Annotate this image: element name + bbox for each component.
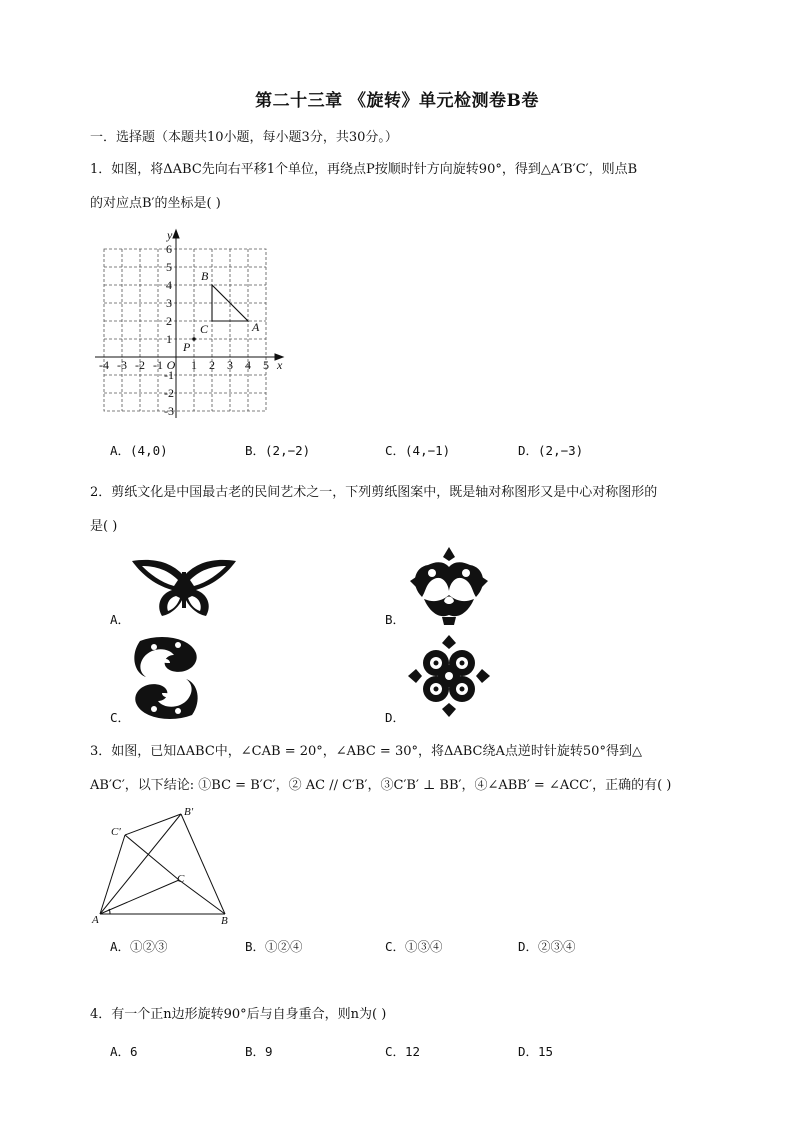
q1-option-c[interactable]: C．(4,−1) xyxy=(385,443,451,458)
q3-option-c[interactable]: C．①③④ xyxy=(385,939,443,954)
y-tick: -3 xyxy=(164,404,174,418)
q1-stem-line2: 的对应点B′的坐标是( ) xyxy=(90,196,221,211)
y-tick: 4 xyxy=(166,278,172,292)
label-c: C xyxy=(200,322,209,336)
x-tick: 4 xyxy=(245,358,251,372)
q3-stem-line2: AB′C′，以下结论: ①BC = B′C′，② AC // C′B′，③C′B′ ⊥ BB′，④∠ABB′ = ∠ACC′，正确的有( ) xyxy=(90,778,672,793)
grid xyxy=(104,249,266,411)
x-tick: -2 xyxy=(135,358,145,372)
q2-option-b[interactable]: B． xyxy=(385,612,406,627)
swirl-papercut-image xyxy=(130,633,202,723)
q3-option-a[interactable]: A．①②③ xyxy=(110,939,168,954)
label-c: C xyxy=(177,873,185,885)
y-tick: 1 xyxy=(166,332,172,346)
label-c-prime: C′ xyxy=(111,826,121,838)
q4-option-b[interactable]: B．9 xyxy=(245,1044,273,1059)
q3-stem-line1: 3．如图，已知ΔABC中，∠CAB = 20°，∠ABC = 30°，将ΔABC绕A点逆时针旋转50°得到△ xyxy=(90,744,642,759)
y-tick: -1 xyxy=(164,368,174,382)
q2-option-d[interactable]: D． xyxy=(385,710,406,725)
q2-option-a[interactable]: A． xyxy=(110,612,131,627)
q1-coordinate-graph xyxy=(90,228,290,418)
x-tick: -4 xyxy=(99,358,109,372)
x-tick: -3 xyxy=(117,358,127,372)
x-tick: -1 xyxy=(153,358,163,372)
label-b: B xyxy=(201,269,209,283)
y-axis-label: y xyxy=(167,228,173,242)
q1-option-d[interactable]: D．(2,−3) xyxy=(518,443,584,458)
point-p xyxy=(192,337,196,341)
q1-option-a[interactable]: A．(4,0) xyxy=(110,443,168,458)
label-a: A xyxy=(252,320,260,334)
x-axis-label: x xyxy=(277,358,283,372)
x-tick: 2 xyxy=(209,358,215,372)
y-tick: 5 xyxy=(166,260,172,274)
q2-stem-line2: 是( ) xyxy=(90,519,118,534)
y-tick: 6 xyxy=(166,242,172,256)
label-b: B xyxy=(221,915,228,927)
q4-option-c[interactable]: C．12 xyxy=(385,1044,421,1059)
x-tick: 5 xyxy=(263,358,269,372)
x-tick: 3 xyxy=(227,358,233,372)
q4-stem-line1: 4．有一个正n边形旋转90°后与自身重合，则n为( ) xyxy=(90,1007,387,1022)
q1-stem-line1: 1．如图，将ΔABC先向右平移1个单位，再绕点P按顺时针方向旋转90°，得到△A′B′C′，则点B xyxy=(90,162,638,177)
section-heading: 一．选择题（本题共10小题，每小题3分，共30分。） xyxy=(90,130,398,145)
q3-option-d[interactable]: D．②③④ xyxy=(518,939,576,954)
q4-option-d[interactable]: D．15 xyxy=(518,1044,554,1059)
origin-label: O xyxy=(166,358,176,372)
y-tick: -2 xyxy=(164,386,174,400)
label-b-prime: B′ xyxy=(184,806,194,818)
q1-option-b[interactable]: B．(2,−2) xyxy=(245,443,311,458)
y-tick: 2 xyxy=(166,314,172,328)
butterfly-papercut-image xyxy=(130,558,238,620)
diamond-knot-papercut-image xyxy=(408,635,490,717)
label-p: P xyxy=(183,340,191,354)
q3-rotation-figure xyxy=(90,802,240,927)
q4-option-a[interactable]: A．6 xyxy=(110,1044,138,1059)
q2-stem-line1: 2．剪纸文化是中国最古老的民间艺术之一，下列剪纸图案中，既是轴对称图形又是中心对称图形的 xyxy=(90,485,658,500)
q2-option-c[interactable]: C． xyxy=(110,710,131,725)
label-a: A xyxy=(92,914,99,926)
y-tick: 3 xyxy=(166,296,172,310)
q3-option-b[interactable]: B．①②④ xyxy=(245,939,303,954)
page-title: 第二十三章 《旋转》单元检测卷B卷 xyxy=(255,91,539,111)
x-tick: 1 xyxy=(191,358,197,372)
flower-papercut-image xyxy=(408,545,490,625)
